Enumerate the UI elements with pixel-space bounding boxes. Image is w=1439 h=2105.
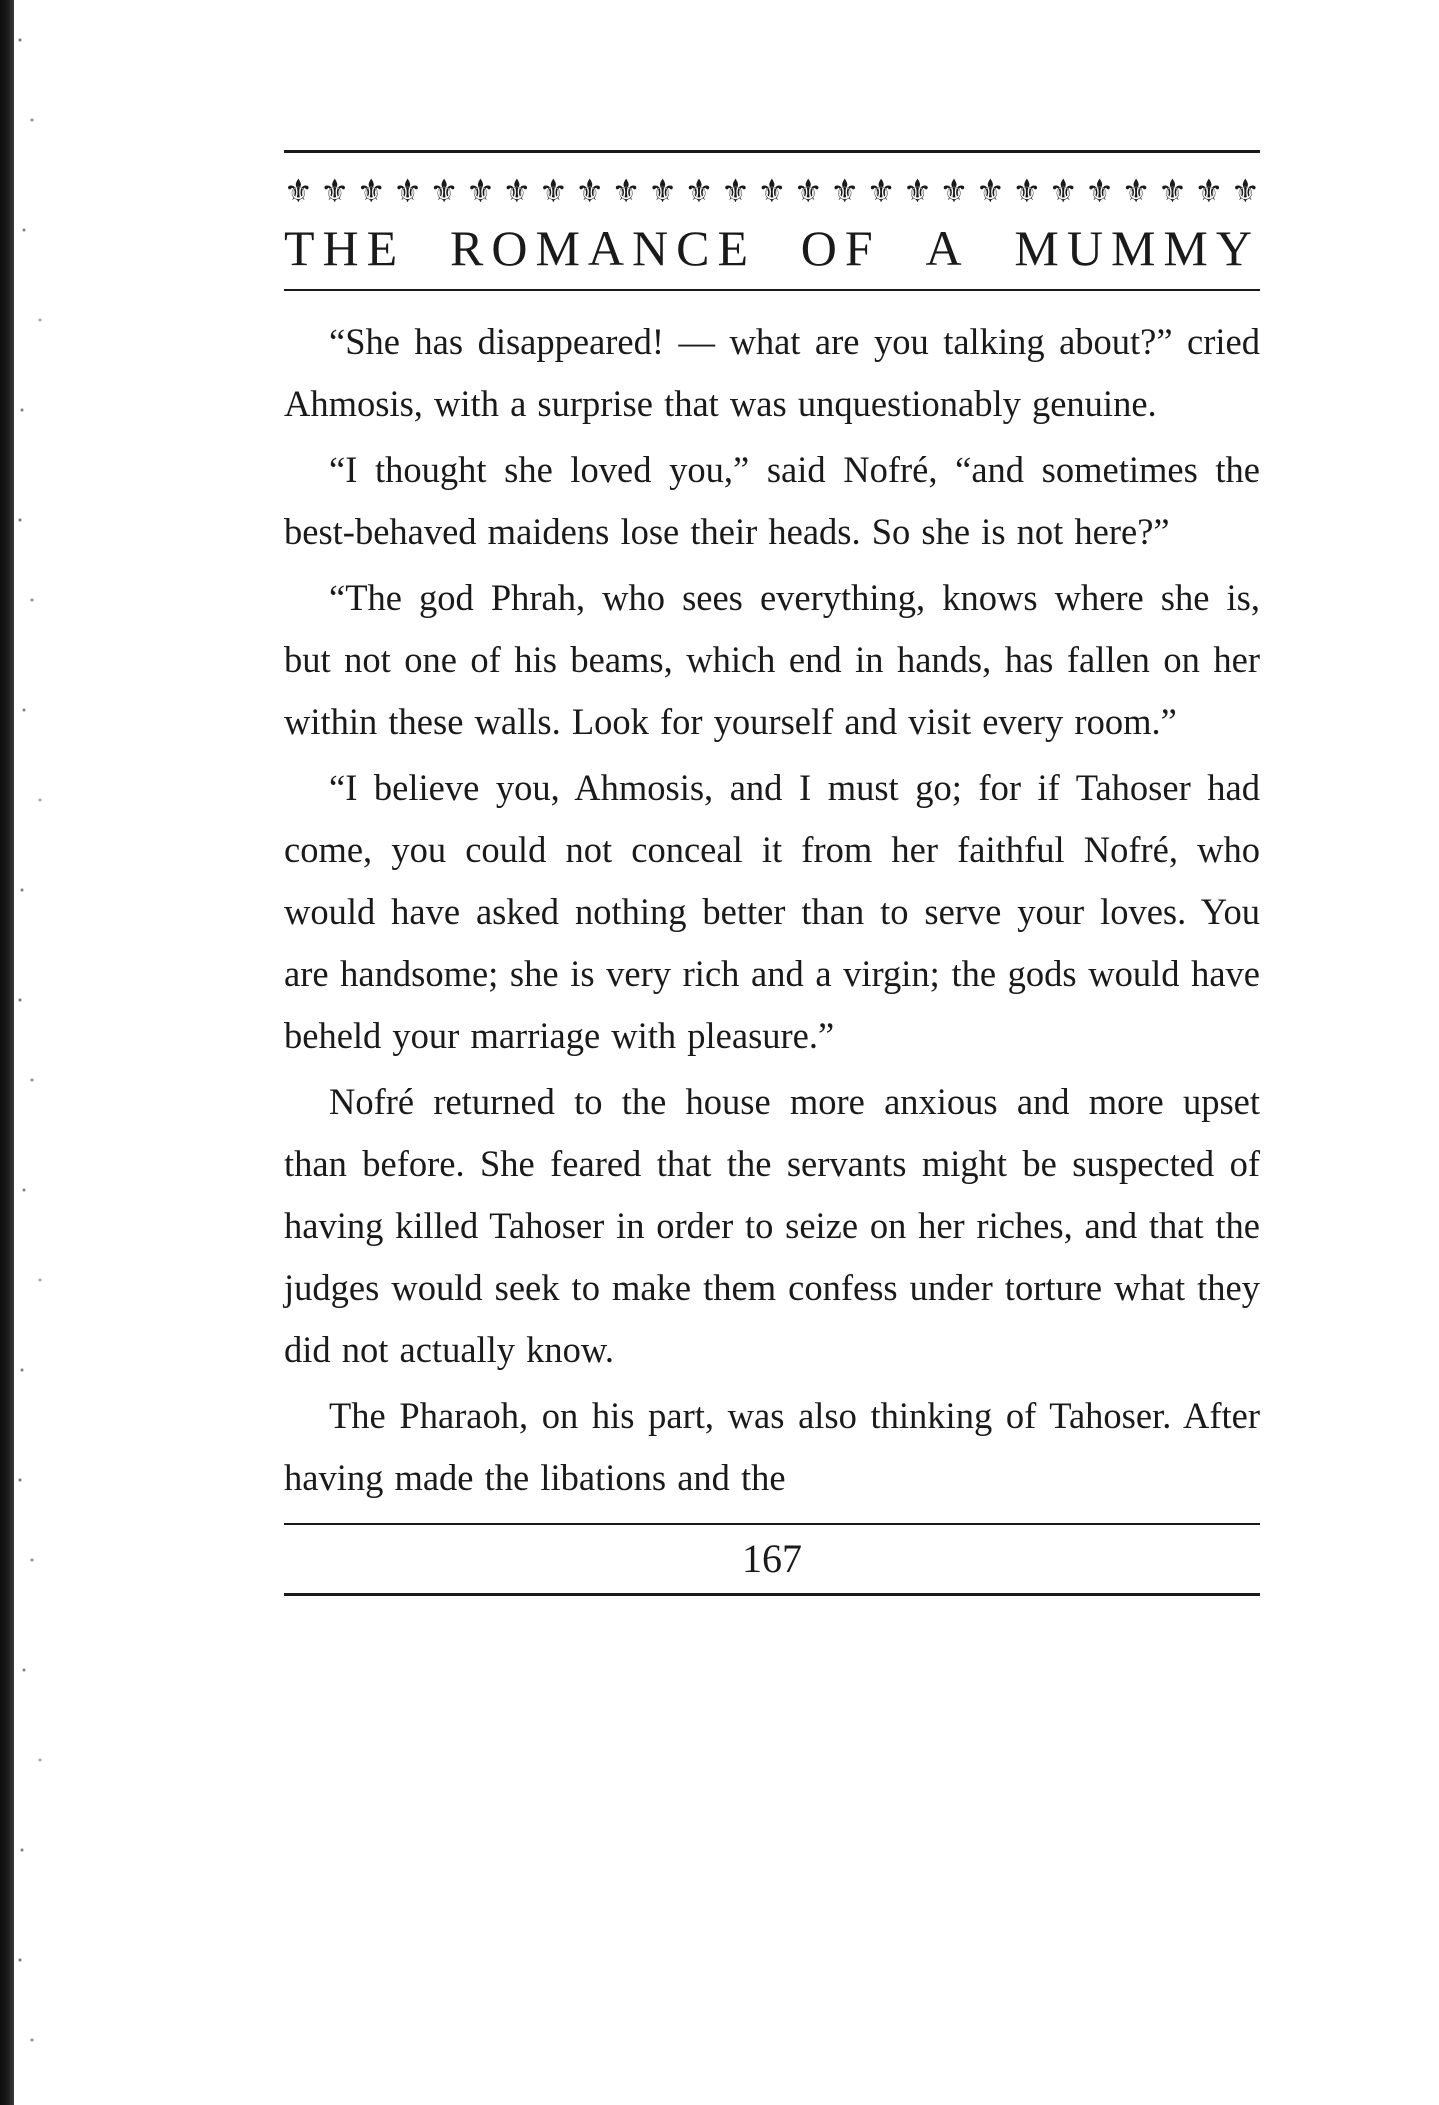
fleur-de-lis-icon: ⚜ [721, 172, 750, 210]
fleur-de-lis-icon: ⚜ [793, 172, 823, 210]
page-text-block [284, 150, 1260, 1596]
fleur-de-lis-icon: ⚜ [1230, 172, 1260, 210]
fleur-de-lis-icon: ⚜ [611, 172, 641, 210]
body-text [284, 311, 1260, 1509]
fleur-de-lis-icon: ⚜ [976, 172, 1005, 210]
running-head-word: ROMANCE [449, 220, 757, 276]
fleur-de-lis-icon: ⚜ [1085, 172, 1114, 210]
fleur-de-lis-icon: ⚜ [1012, 172, 1042, 210]
paragraph-5: Nofré returned to the house more anxious and more upset than before. She feared that the servants might be suspected of having killed Tahoser in order to seize on her riches, and that the judges would seek to make them confess under torture what they did not actually know. [284, 1081, 1260, 1370]
running-head-word: OF [800, 220, 881, 276]
fleur-de-lis-icon: ⚜ [830, 172, 860, 210]
fleur-de-lis-icon: ⚜ [538, 172, 568, 210]
paragraph-6: The Pharaoh, on his part, was also thinking of Tahoser. After having made the libations and the [284, 1395, 1260, 1498]
footer-rule-top [284, 1523, 1260, 1525]
fleur-de-lis-icon: ⚜ [575, 172, 605, 210]
running-head-word: THE [284, 220, 406, 276]
top-rule [284, 150, 1260, 153]
footer-rule-bottom [284, 1593, 1260, 1596]
fleur-de-lis-icon: ⚜ [284, 172, 313, 210]
page-number: 167 [742, 1536, 802, 1581]
paragraph-2: “I thought she loved you,” said Nofré, “and sometimes the best-behaved maidens lose their heads. So she is not here?” [284, 449, 1260, 552]
fleur-de-lis-icon: ⚜ [356, 172, 386, 210]
paragraph-4: “I believe you, Ahmosis, and I must go; for if Tahoser had come, you could not conceal it from her faithful Nofré, who would have asked nothing better than to serve your loves. You are handsome; she is very rich and a virgin; the gods would have beheld your marriage with pleasure.” [284, 767, 1260, 1056]
running-head-word: MUMMY [1014, 220, 1260, 276]
fleur-de-lis-icon: ⚜ [393, 172, 422, 210]
running-head-word: A [925, 220, 970, 276]
fleur-de-lis-icon: ⚜ [320, 172, 350, 210]
fleur-de-lis-ornament-band [284, 171, 1260, 211]
fleur-de-lis-icon: ⚜ [903, 172, 932, 210]
fleur-de-lis-icon: ⚜ [1194, 172, 1224, 210]
fleur-de-lis-icon: ⚜ [757, 172, 787, 210]
fleur-de-lis-icon: ⚜ [1158, 172, 1187, 210]
fleur-de-lis-icon: ⚜ [1121, 172, 1151, 210]
fleur-de-lis-icon: ⚜ [1048, 172, 1078, 210]
paragraph-1: “She has disappeared! — what are you talking about?” cried Ahmosis, with a surprise that was unquestionably genuine. [284, 321, 1260, 424]
binding-shadow [14, 0, 54, 2105]
fleur-de-lis-icon: ⚜ [502, 172, 532, 210]
fleur-de-lis-icon: ⚜ [648, 172, 677, 210]
fleur-de-lis-icon: ⚜ [466, 172, 495, 210]
header-rule [284, 289, 1260, 291]
fleur-de-lis-icon: ⚜ [866, 172, 896, 210]
binding-edge [0, 0, 14, 2105]
fleur-de-lis-icon: ⚜ [939, 172, 969, 210]
fleur-de-lis-icon: ⚜ [429, 172, 459, 210]
running-head [284, 217, 1260, 279]
paragraph-3: “The god Phrah, who sees everything, knows where she is, but not one of his beams, which end in hands, has fallen on her within these walls. Look for yourself and visit every room.” [284, 577, 1260, 742]
fleur-de-lis-icon: ⚜ [684, 172, 714, 210]
